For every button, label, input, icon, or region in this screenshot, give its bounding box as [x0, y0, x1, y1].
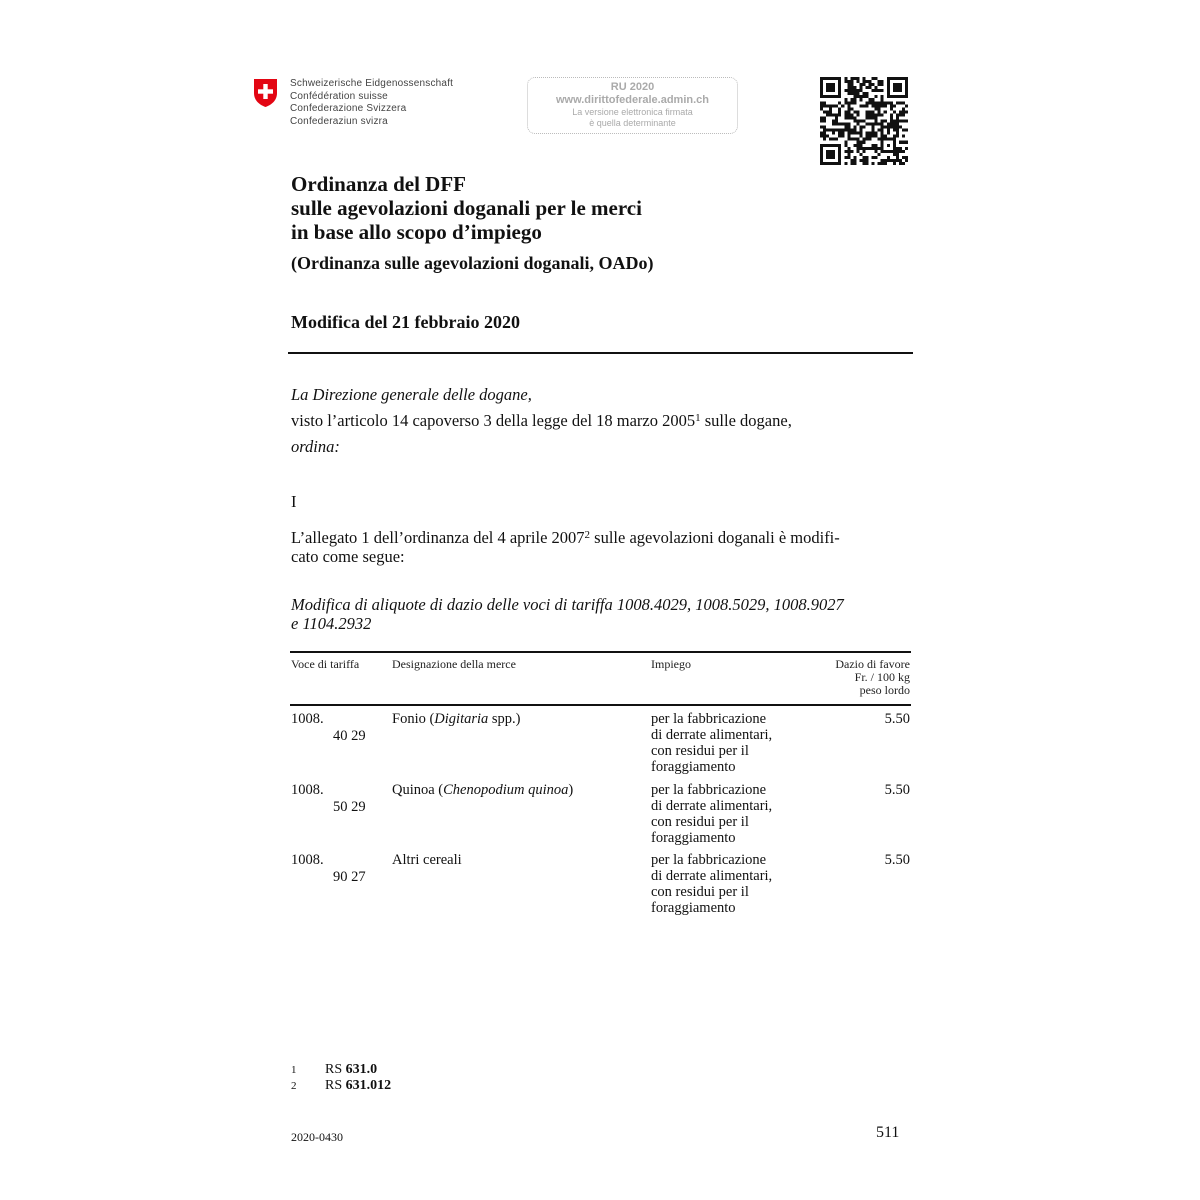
header-dazio-line-3: peso lordo	[859, 683, 910, 697]
paragraph-line-2: cato come segue:	[291, 547, 405, 566]
impiego-line: di derrate alimentari,	[651, 798, 773, 814]
preamble-visto-text: visto l’articolo 14 capoverso 3 della legge del 18 marzo 2005	[291, 411, 696, 430]
impiego-line: con residui per il	[651, 884, 749, 900]
footnote-ref-link[interactable]: 631.0	[345, 1062, 378, 1077]
stamp-website: www.dirittofederale.admin.ch	[555, 94, 709, 106]
impiego-line: con residui per il	[651, 743, 749, 759]
stamp-collection: RU 2020	[610, 81, 655, 93]
merce-name-text: Altri cereali	[392, 852, 462, 868]
section-number: I	[291, 492, 297, 511]
impiego-line: di derrate alimentari,	[651, 868, 773, 884]
impiego-line: foraggiamento	[651, 759, 736, 775]
header-dazio-line-2: Fr. / 100 kg	[854, 670, 910, 684]
title-line-3: in base allo scopo d’impiego	[291, 220, 542, 244]
page-number: 511	[876, 1124, 900, 1141]
preamble-visto-tail: sulle dogane,	[700, 411, 792, 430]
voce-code: 1008.	[291, 711, 324, 727]
impiego-line: con residui per il	[651, 814, 749, 830]
confederation-name-it: Confederazione Svizzera	[290, 103, 407, 114]
paragraph-text-tail: sulle agevolazioni doganali è modifi-	[590, 528, 840, 547]
merce-name-end: )	[568, 782, 574, 798]
official-publication-stamp	[527, 77, 738, 134]
voce-subcode: 50 29	[333, 799, 366, 815]
merce-name-text: Quinoa (	[392, 782, 444, 798]
merce-name	[392, 782, 573, 798]
footnote-ref-1: 1	[695, 412, 701, 424]
confederation-names	[290, 78, 453, 128]
merce-scientific-name: Chenopodium quinoa	[443, 782, 569, 798]
dazio-value: 5.50	[884, 711, 910, 727]
footnotes	[291, 1062, 391, 1094]
impiego-text	[651, 782, 772, 846]
footnote-ref-2: 2	[584, 529, 591, 541]
merce-name	[392, 711, 521, 727]
header-dazio-line-1: Dazio di favore	[835, 657, 910, 671]
footnote	[291, 1078, 391, 1094]
footnote-number: 2	[291, 1080, 297, 1092]
impiego-line: di derrate alimentari,	[651, 727, 773, 743]
impiego-line: foraggiamento	[651, 900, 736, 916]
confederation-name-de: Schweizerische Eidgenossenschaft	[290, 78, 454, 89]
document-short-title: (Ordinanza sulle agevolazioni doganali, OADo)	[291, 253, 654, 273]
voce-subcode: 40 29	[333, 728, 366, 744]
footnote-number: 1	[291, 1064, 297, 1076]
table-top-rule	[290, 651, 911, 653]
impiego-line: foraggiamento	[651, 830, 736, 846]
preamble-visto	[291, 409, 792, 433]
confederation-name-rm: Confederaziun svizra	[290, 115, 388, 127]
voce-code: 1008.	[291, 852, 324, 868]
header-impiego: Impiego	[651, 657, 691, 671]
header-dazio	[835, 658, 910, 697]
amendment-date: Modifica del 21 febbraio 2020	[291, 312, 520, 332]
header-designazione: Designazione della merce	[392, 657, 516, 671]
footnote-prefix: RS	[325, 1078, 346, 1093]
title-line-1: Ordinanza del DFF	[291, 172, 467, 196]
impiego-text	[651, 711, 772, 775]
dazio-value: 5.50	[884, 782, 910, 798]
stamp-note-line-2: è quella determinante	[589, 118, 676, 128]
confederation-name-fr: Confédération suisse	[290, 90, 388, 102]
table-caption-line-2: e 1104.2932	[291, 614, 372, 633]
impiego-line: per la fabbricazione	[651, 782, 767, 798]
voce-code: 1008.	[291, 782, 324, 798]
impiego-line: per la fabbricazione	[651, 852, 767, 868]
stamp-note-line-1: La versione elettronica firmata	[572, 107, 693, 117]
table-caption	[291, 595, 844, 633]
paragraph-text: L’allegato 1 dell’ordinanza del 4 aprile 2007	[291, 528, 585, 547]
document-code: 2020-0430	[291, 1130, 343, 1144]
merce-name-text: Fonio (	[392, 711, 435, 727]
voce-subcode: 90 27	[333, 869, 366, 885]
dazio-value: 5.50	[884, 852, 910, 868]
title-divider	[288, 352, 913, 354]
table-header-rule	[290, 704, 911, 706]
impiego-line: per la fabbricazione	[651, 711, 767, 727]
qr-code-icon	[820, 77, 908, 165]
merce-name-end: spp.)	[488, 711, 521, 727]
merce-scientific-name: Digitaria	[434, 711, 489, 727]
title-line-2: sulle agevolazioni doganali per le merci	[291, 196, 642, 220]
swiss-cross-shield-icon	[253, 78, 278, 108]
impiego-text	[651, 852, 772, 916]
merce-name	[392, 852, 462, 868]
document-title	[291, 172, 642, 244]
footnote	[291, 1062, 391, 1078]
preamble-authority: La Direzione generale delle dogane,	[291, 385, 532, 404]
footnote-ref-link[interactable]: 631.012	[345, 1078, 392, 1093]
table-caption-line-1: Modifica di aliquote di dazio delle voci di tariffa 1008.4029, 1008.5029, 1008.9027	[291, 595, 844, 614]
preamble-ordina: ordina:	[291, 437, 340, 456]
header-voce: Voce di tariffa	[291, 657, 360, 671]
footnote-prefix: RS	[325, 1062, 346, 1077]
